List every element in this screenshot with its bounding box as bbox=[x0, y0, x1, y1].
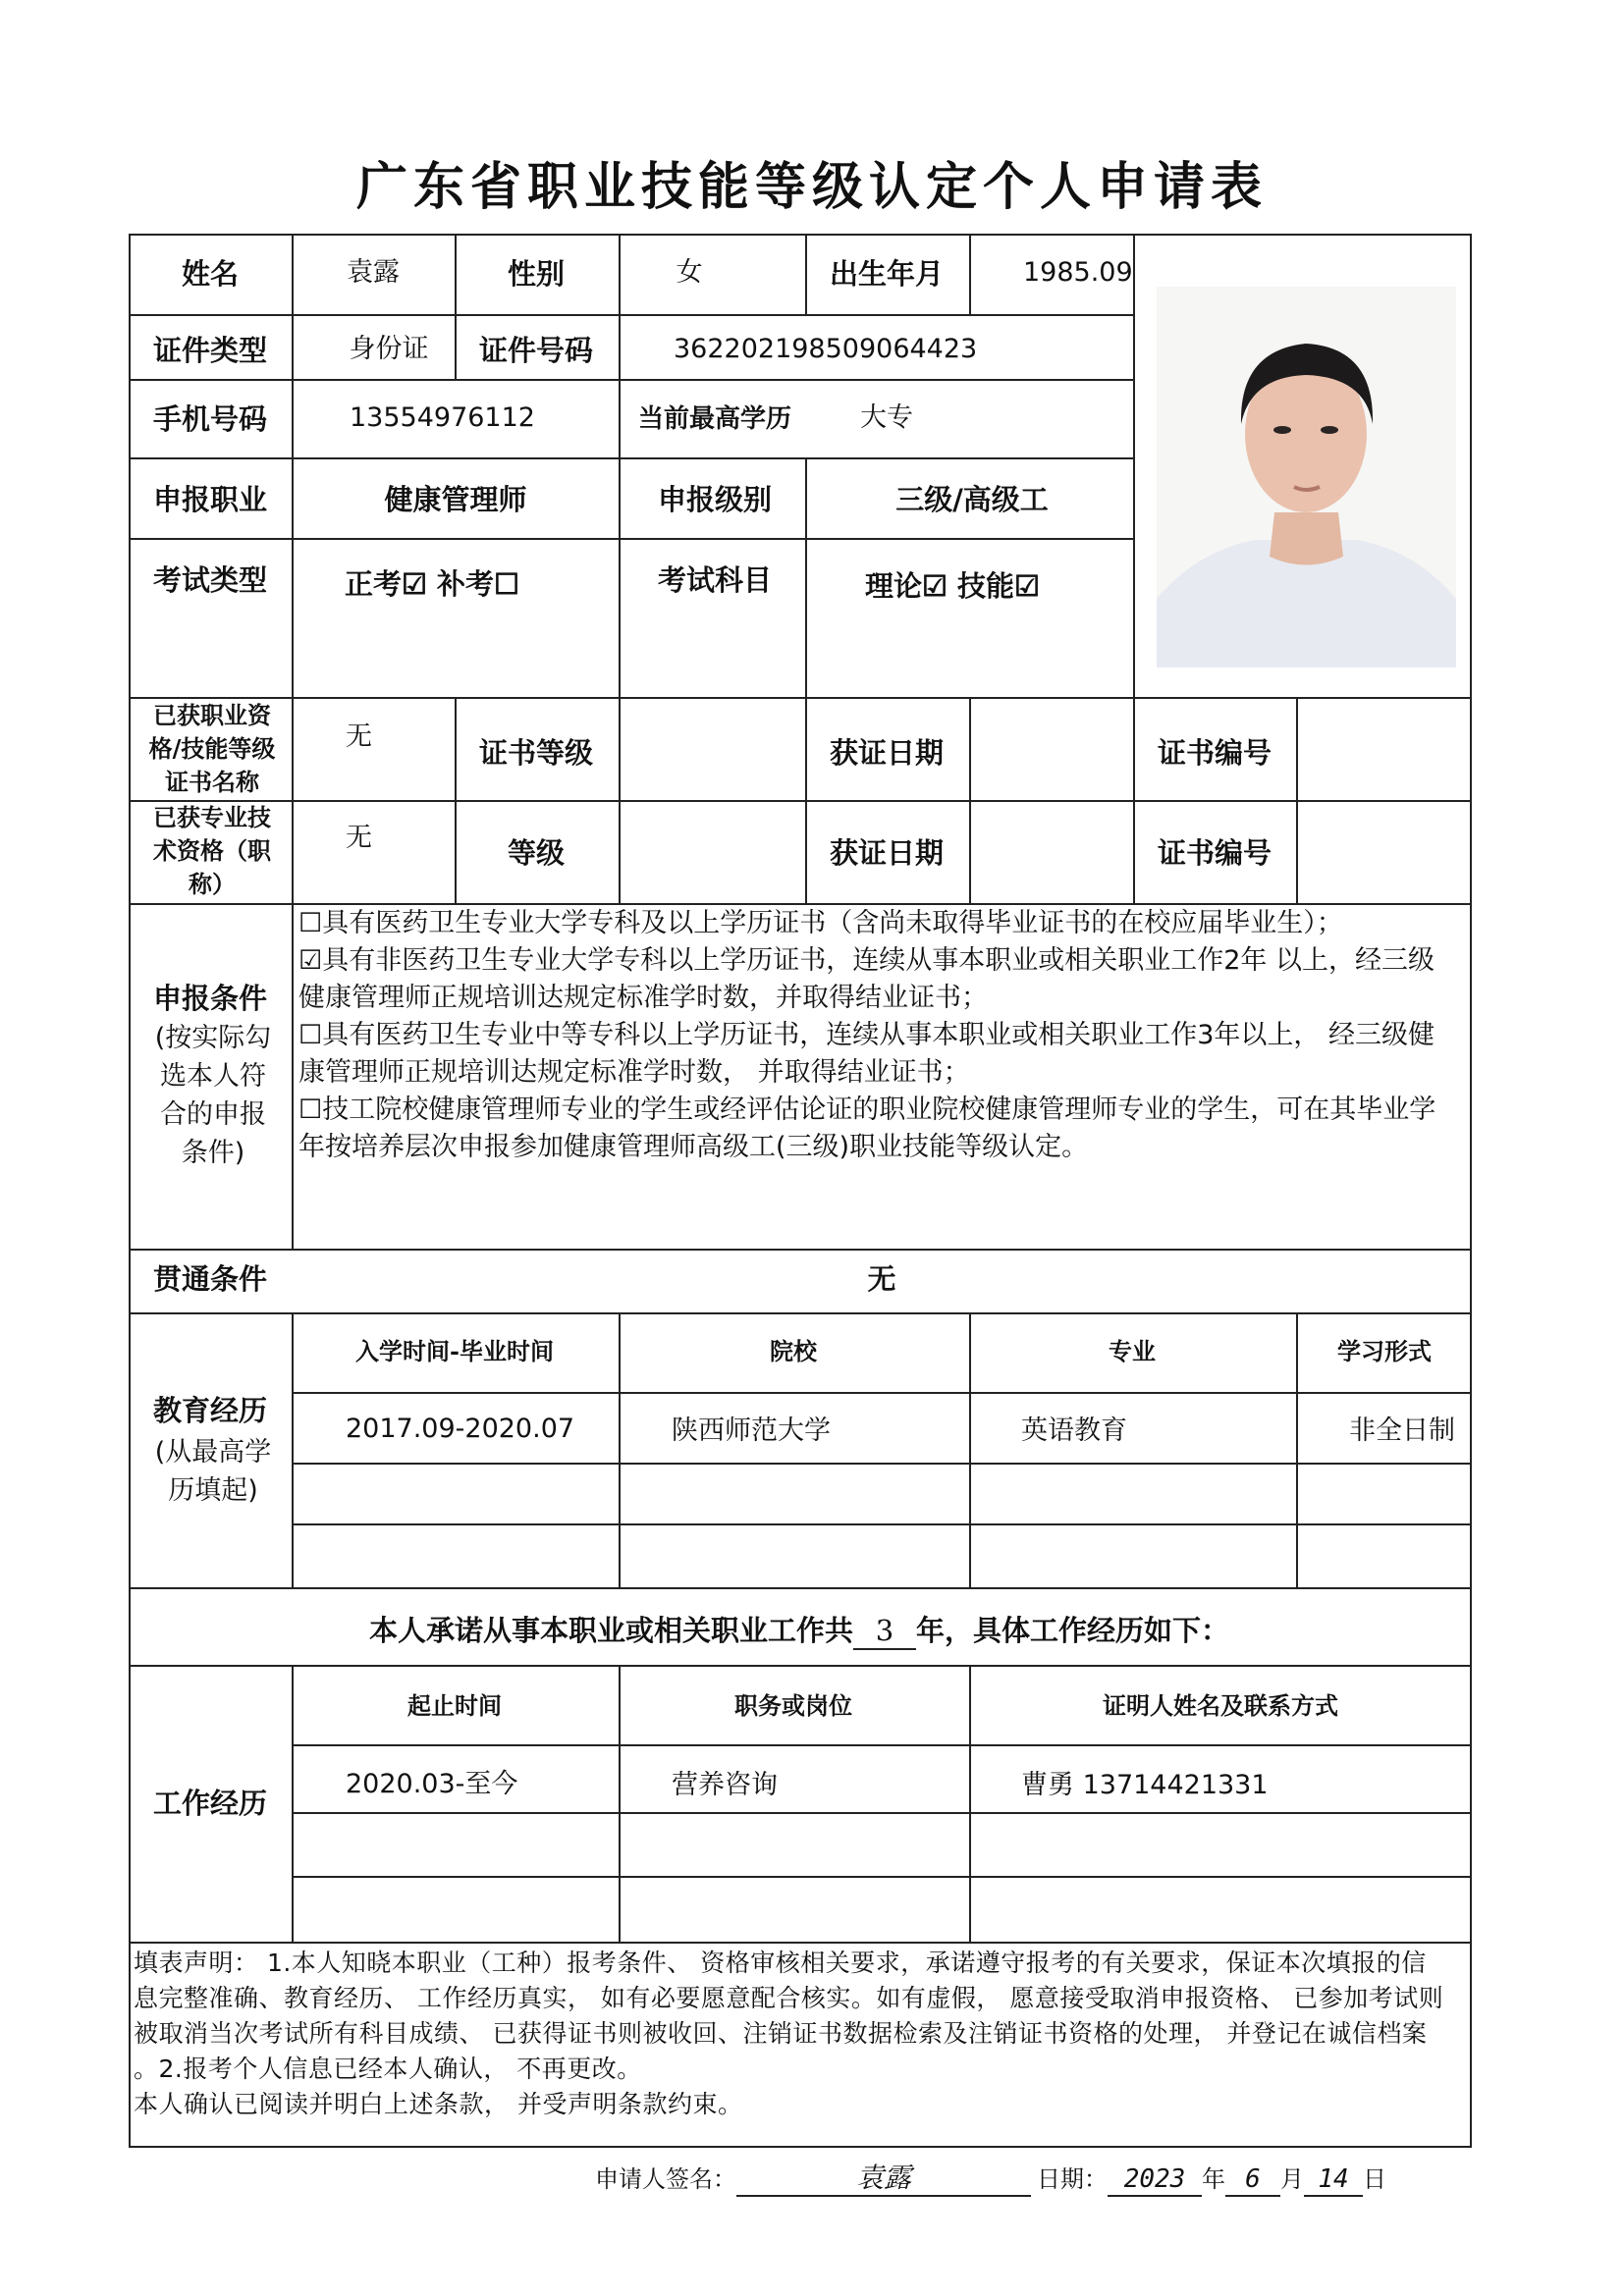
through-label: 贯通条件 bbox=[152, 1262, 268, 1296]
col-divider bbox=[969, 1312, 971, 1587]
col-divider bbox=[455, 697, 457, 903]
conditions-list bbox=[298, 905, 1457, 1166]
exam-type-value: 正考☑ 补考☐ bbox=[344, 567, 520, 601]
col-divider bbox=[619, 1665, 621, 1942]
id-type-value: 身份证 bbox=[349, 334, 429, 364]
row-divider bbox=[129, 1942, 1472, 1944]
edu-cell: 非全日制 bbox=[1349, 1415, 1455, 1446]
birth-value: 1985.09 bbox=[1023, 257, 1133, 288]
work-promise bbox=[369, 1614, 1229, 1650]
edu-label: 当前最高学历 bbox=[637, 404, 792, 434]
row-divider bbox=[292, 1812, 1472, 1814]
cert-date-label: 获证日期 bbox=[829, 736, 945, 770]
work-history-label: 工作经历 bbox=[152, 1787, 268, 1820]
sign-month: 6 bbox=[1225, 2164, 1280, 2197]
col-divider bbox=[455, 234, 457, 379]
col-divider bbox=[292, 1665, 294, 1942]
condition-item: ☑具有非医药卫生专业大学专科以上学历证书，连续从事本职业或相关职业工作2年 以上，经三级健康管理师正规培训达规定标准学时数，并取得结业证书； bbox=[298, 945, 1435, 1013]
col-divider bbox=[969, 697, 971, 903]
month-unit: 月 bbox=[1280, 2165, 1304, 2193]
phone-label: 手机号码 bbox=[152, 402, 268, 436]
row-divider bbox=[129, 1312, 1472, 1314]
level-value: 三级/高级工 bbox=[895, 483, 1049, 516]
col-divider bbox=[805, 234, 807, 314]
col-divider bbox=[1133, 234, 1135, 697]
work-promise-pre: 本人承诺从事本职业或相关职业工作共 bbox=[368, 1614, 853, 1647]
declaration-line: 息完整准确、教育经历、 工作经历真实， 如有必要愿意配合核实。如有虚假， 愿意接受取消申报资格、 已参加考试则 bbox=[134, 1984, 1444, 2012]
edu-col-header: 入学时间-毕业时间 bbox=[355, 1337, 554, 1365]
row-divider bbox=[292, 1392, 1472, 1394]
exam-subject-value: 理论☑ 技能☑ bbox=[864, 569, 1041, 603]
col-divider bbox=[969, 234, 971, 314]
signature-row bbox=[595, 2162, 1386, 2197]
edu-cell: 英语教育 bbox=[1021, 1415, 1127, 1446]
work-col-header: 起止时间 bbox=[407, 1691, 502, 1720]
edu-cell: 陕西师范大学 bbox=[672, 1415, 831, 1446]
work-col-header: 职务或岗位 bbox=[734, 1691, 852, 1720]
title-date-label: 获证日期 bbox=[829, 836, 945, 870]
work-col-header: 证明人姓名及联系方式 bbox=[1103, 1691, 1338, 1720]
conditions-note: (按实际勾选本人符合的申报条件) bbox=[154, 1023, 272, 1168]
gender-label: 性别 bbox=[507, 257, 566, 291]
cert-level-label: 证书等级 bbox=[478, 736, 594, 770]
id-no-label: 证件号码 bbox=[478, 334, 594, 367]
col-divider bbox=[619, 234, 621, 379]
work-cell: 曹勇 13714421331 bbox=[1021, 1770, 1269, 1800]
condition-item: ☐技工院校健康管理师专业的学生或经评估论证的职业院校健康管理师专业的学生，可在其毕业学年按培养层次申报参加健康管理师高级工(三级)职业技能等级认定。 bbox=[298, 1095, 1436, 1162]
cert-row2-label: 已获专业技术资格（职称） bbox=[153, 803, 271, 898]
row-divider bbox=[129, 538, 1133, 540]
row-divider bbox=[129, 800, 1472, 802]
col-divider bbox=[619, 1312, 621, 1587]
date-label: 日期： bbox=[1037, 2165, 1108, 2193]
row-divider bbox=[292, 1876, 1472, 1878]
declaration-text bbox=[134, 1946, 1469, 2122]
work-years: 3 bbox=[853, 1614, 916, 1650]
row-divider bbox=[129, 314, 1133, 316]
through-value: 无 bbox=[867, 1262, 896, 1296]
work-promise-post: 年，具体工作经历如下： bbox=[916, 1614, 1230, 1647]
work-cell: 营养咨询 bbox=[672, 1770, 778, 1800]
year-unit: 年 bbox=[1202, 2165, 1225, 2193]
condition-item: ☐具有医药卫生专业大学专科及以上学历证书（含尚未取得毕业证书的在校应届毕业生）； bbox=[298, 908, 1343, 938]
edu-col-header: 专业 bbox=[1109, 1337, 1156, 1365]
row-divider bbox=[129, 1587, 1472, 1589]
job-value: 健康管理师 bbox=[384, 483, 527, 516]
edu-history-note: (从最高学历填起) bbox=[154, 1437, 272, 1506]
id-type-label: 证件类型 bbox=[152, 334, 268, 367]
edu-col-header: 学习形式 bbox=[1337, 1337, 1432, 1365]
exam-subject-label: 考试科目 bbox=[657, 563, 773, 597]
col-divider bbox=[1133, 697, 1135, 903]
col-divider bbox=[619, 379, 621, 697]
row-divider bbox=[129, 1665, 1472, 1667]
level-label: 申报级别 bbox=[657, 483, 773, 516]
declaration-line: 本人确认已阅读并明白上述条款， 并受声明条款约束。 bbox=[134, 2090, 743, 2118]
title-level-label: 等级 bbox=[507, 836, 566, 870]
id-no-value: 362202198509064423 bbox=[674, 334, 978, 364]
edu-history-label: 教育经历 bbox=[152, 1394, 268, 1427]
col-divider bbox=[805, 457, 807, 903]
edu-col-header: 院校 bbox=[770, 1337, 817, 1365]
exam-type-label: 考试类型 bbox=[152, 563, 268, 597]
declaration-line: 填表声明： 1.本人知晓本职业（工种）报考条件、 资格审核相关要求，承诺遵守报考的有关要求，保证本次填报的信 bbox=[134, 1949, 1427, 1977]
gender-value: 女 bbox=[676, 257, 703, 288]
row-divider bbox=[129, 697, 1472, 699]
row-divider bbox=[292, 1463, 1472, 1465]
cert-no-label: 证书编号 bbox=[1157, 736, 1272, 770]
form-title: 广东省职业技能等级认定个人申请表 bbox=[355, 157, 1268, 217]
work-cell: 2020.03-至今 bbox=[346, 1769, 518, 1799]
row-divider bbox=[129, 379, 1133, 381]
declaration-line: 被取消当次考试所有科目成绩、 已获得证书则被收回、注销证书数据检索及注销证书资格的处理， 并登记在诚信档案 bbox=[134, 2019, 1428, 2048]
row-divider bbox=[292, 1523, 1472, 1525]
col-divider bbox=[969, 1665, 971, 1942]
name-label: 姓名 bbox=[181, 257, 240, 291]
edu-value: 大专 bbox=[860, 402, 913, 433]
cert-row2-value: 无 bbox=[346, 823, 372, 853]
col-divider bbox=[1296, 1312, 1298, 1587]
cert-row1-value: 无 bbox=[346, 721, 372, 752]
row-divider bbox=[129, 457, 1133, 459]
day-unit: 日 bbox=[1363, 2165, 1386, 2193]
row-divider bbox=[292, 1744, 1472, 1746]
job-label: 申报职业 bbox=[152, 483, 268, 516]
col-divider bbox=[292, 1312, 294, 1587]
phone-value: 13554976112 bbox=[350, 402, 535, 433]
conditions-label: 申报条件 bbox=[152, 982, 268, 1015]
sign-year: 2023 bbox=[1108, 2164, 1202, 2197]
applicant-photo bbox=[1157, 287, 1456, 667]
row-divider bbox=[129, 1249, 1472, 1251]
signature-label: 申请人签名： bbox=[595, 2165, 736, 2193]
col-divider bbox=[619, 697, 621, 903]
sign-day: 14 bbox=[1304, 2164, 1363, 2197]
col-divider bbox=[292, 234, 294, 1249]
edu-cell: 2017.09-2020.07 bbox=[346, 1414, 575, 1444]
signature-value: 袁露 bbox=[736, 2162, 1031, 2197]
birth-label: 出生年月 bbox=[829, 257, 945, 291]
title-no-label: 证书编号 bbox=[1157, 836, 1272, 870]
name-value: 袁露 bbox=[347, 257, 400, 288]
cert-row1-label: 已获职业资格/技能等级证书名称 bbox=[148, 701, 276, 796]
declaration-line: 。2.报考个人信息已经本人确认， 不再更改。 bbox=[134, 2055, 642, 2083]
col-divider bbox=[1296, 697, 1298, 903]
condition-item: ☐具有医药卫生专业中等专科以上学历证书，连续从事本职业或相关职业工作3年以上， 经三级健康管理师正规培训达规定标准学时数， 并取得结业证书； bbox=[298, 1020, 1435, 1088]
